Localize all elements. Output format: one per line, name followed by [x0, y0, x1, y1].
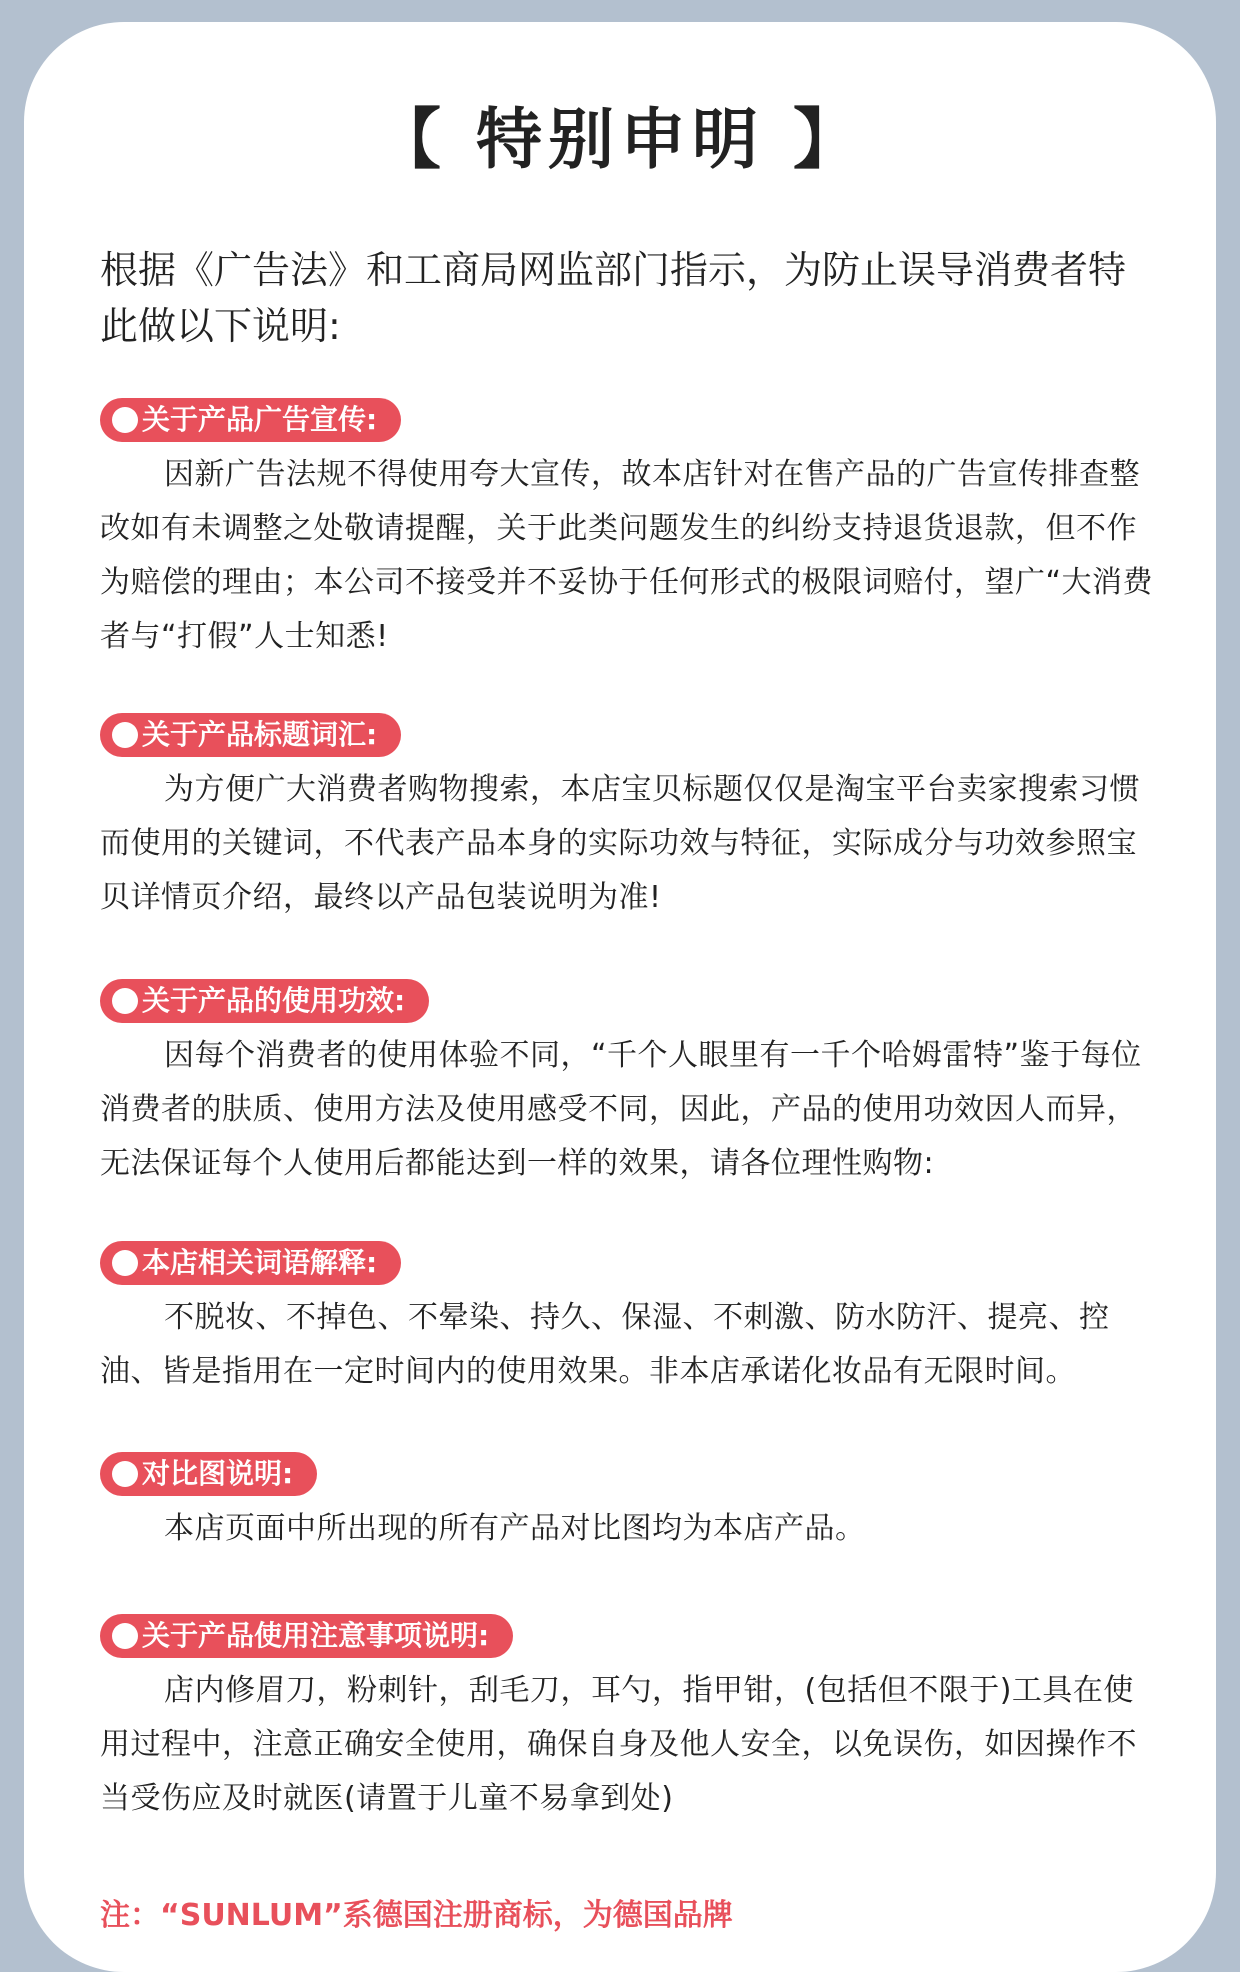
bullet-icon	[112, 722, 138, 748]
section-heading-label: 关于产品广告宣传:	[142, 403, 378, 436]
page-title: 【 特别申明 】	[375, 101, 865, 178]
section-term-explanation	[100, 1241, 1160, 1399]
section-comparison-images	[100, 1452, 1160, 1556]
section-title-keywords	[100, 713, 1160, 925]
bullet-icon	[112, 1250, 138, 1276]
section-body: 店内修眉刀，粉刺针，刮毛刀，耳勺，指甲钳，(包括但不限于)工具在使用过程中，注意正确安全使用，确保自身及他人安全，以免误伤，如因操作不当受伤应及时就医(请置于儿童不易拿到处)	[100, 1673, 1137, 1816]
bullet-icon	[112, 407, 138, 433]
bullet-icon	[112, 988, 138, 1014]
section-body: 因新广告法规不得使用夸大宣传，故本店针对在售产品的广告宣传排查整改如有未调整之处敬请提醒，关于此类问题发生的纠纷支持退货退款，但不作为赔偿的理由；本公司不接受并不妥协于任何形式的极限词赔付，望广“大消费者与“打假”人士知悉!	[100, 457, 1154, 654]
section-ad-promotion	[100, 398, 1160, 664]
section-body: 为方便广大消费者购物搜索，本店宝贝标题仅仅是淘宝平台卖家搜索习惯而使用的关键词，不代表产品本身的实际功效与特征，实际成分与功效参照宝贝详情页介绍，最终以产品包装说明为准!	[100, 772, 1140, 915]
trademark-note: 注：“SUNLUM”系德国注册商标，为德国品牌	[100, 1898, 733, 1933]
section-heading-label: 对比图说明:	[142, 1457, 294, 1490]
section-body: 本店页面中所出现的所有产品对比图均为本店产品。	[164, 1511, 866, 1546]
section-heading-label: 关于产品使用注意事项说明:	[142, 1619, 490, 1652]
section-heading	[100, 398, 401, 442]
intro-text: 根据《广告法》和工商局网监部门指示，为防止误导消费者特此做以下说明:	[100, 248, 1127, 348]
section-body: 因每个消费者的使用体验不同，“千个人眼里有一千个哈姆雷特”鉴于每位消费者的肤质、使用方法及使用感受不同，因此，产品的使用功效因人而异，无法保证每个人使用后都能达到一样的效果，请各位理性购物:	[100, 1038, 1142, 1181]
section-body: 不脱妆、不掉色、不晕染、持久、保湿、不刺激、防水防汗、提亮、控油、皆是指用在一定时间内的使用效果。非本店承诺化妆品有无限时间。	[100, 1300, 1110, 1389]
section-heading	[100, 1614, 513, 1658]
section-heading	[100, 979, 429, 1023]
section-usage-notes	[100, 1614, 1160, 1826]
section-heading-label: 本店相关词语解释:	[142, 1246, 378, 1279]
section-heading-label: 关于产品标题词汇:	[142, 718, 378, 751]
bullet-icon	[112, 1623, 138, 1649]
section-heading	[100, 1452, 317, 1496]
bullet-icon	[112, 1461, 138, 1487]
section-usage-effect	[100, 979, 1160, 1191]
section-heading	[100, 713, 401, 757]
section-heading-label: 关于产品的使用功效:	[142, 984, 406, 1017]
section-heading	[100, 1241, 401, 1285]
